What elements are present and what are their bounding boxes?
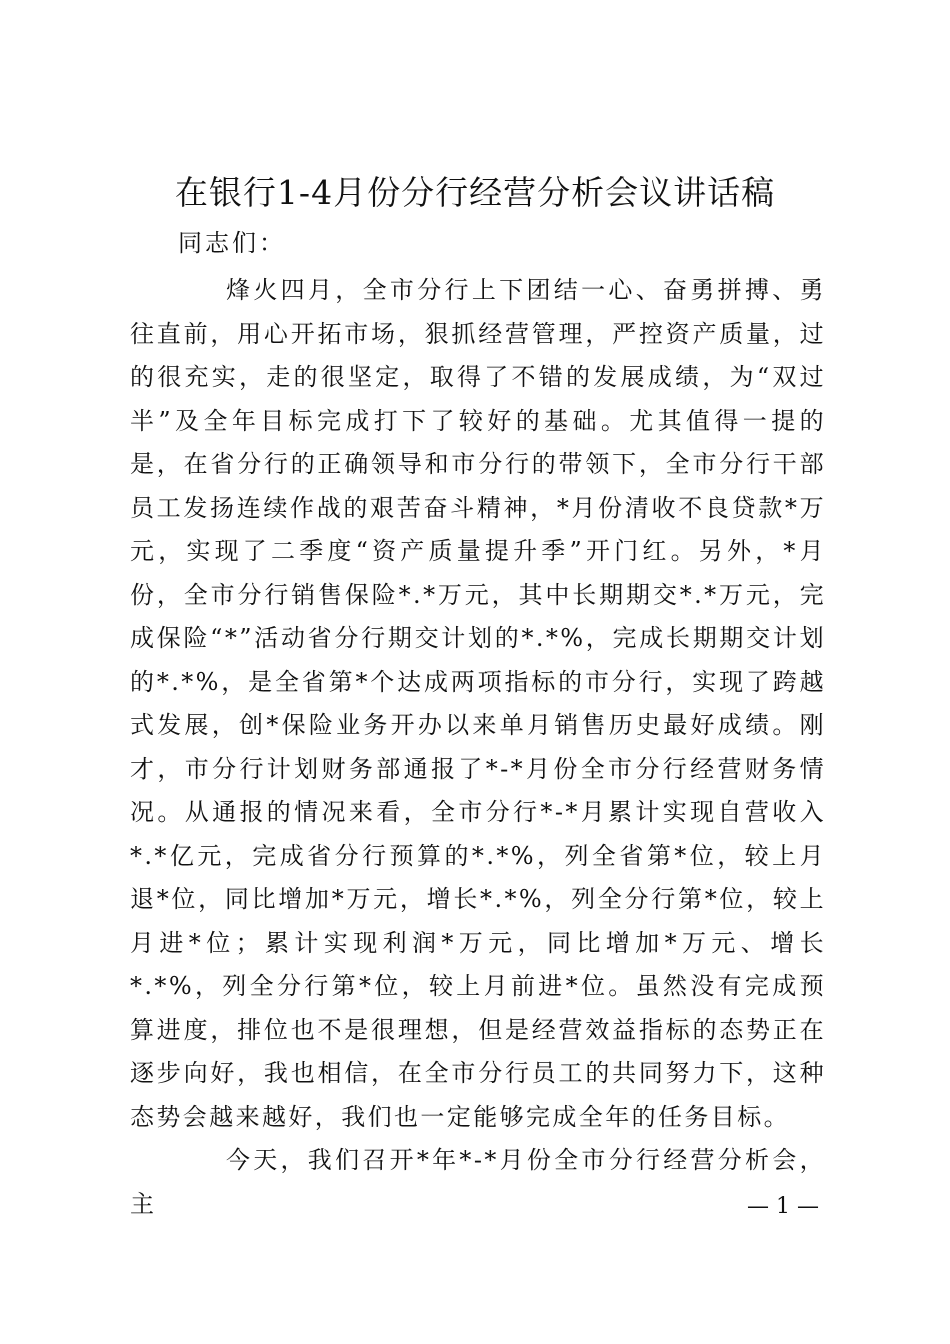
- body-text: [130, 269, 826, 1226]
- document-title: 在银行1-4月份分行经营分析会议讲话稿: [174, 173, 776, 212]
- paragraph-1: 烽火四月，全市分行上下团结一心、奋勇拼搏、勇往直前，用心开拓市场，狠抓经营管理，严控资产质量，过的很充实，走的很坚定，取得了不错的发展成绩，为“双过半”及全年目标完成打下了较好的基础。尤其值得一提的是，在省分行的正确领导和市分行的带领下，全市分行干部员工发扬连续作战的艰苦奋斗精神，*月份清收不良贷款*万元，实现了二季度“资产质量提升季”开门红。另外，*月份，全市分行销售保险*.*万元，其中长期期交*.*万元，完成保险“*”活动省分行期交计划的*.*%，完成长期期交计划的*.*%，是全省第*个达成两项指标的市分行，实现了跨越式发展，创*保险业务开办以来单月销售历史最好成绩。刚才，市分行计划财务部通报了*-*月份全市分行经营财务情况。从通报的情况来看，全市分行*-*月累计实现自营收入*.*亿元，完成省分行预算的*.*%，列全省第*位，较上月退*位，同比增加*万元，增长*.*%，列全分行第*位，较上月进*位；累计实现利润*万元，同比增加*万元、增长*.*%，列全分行第*位，较上月前进*位。虽然没有完成预算进度，排位也不是很理想，但是经营效益指标的态势正在逐步向好，我也相信，在全市分行员工的共同努力下，这种态势会越来越好，我们也一定能够完成全年的任务目标。: [130, 276, 826, 1131]
- paragraph-2: 今天，我们召开*年*-*月份全市分行经营分析会，主: [130, 1146, 826, 1218]
- salutation: 同志们：: [178, 229, 286, 257]
- page-number: — 1 —: [747, 1194, 819, 1219]
